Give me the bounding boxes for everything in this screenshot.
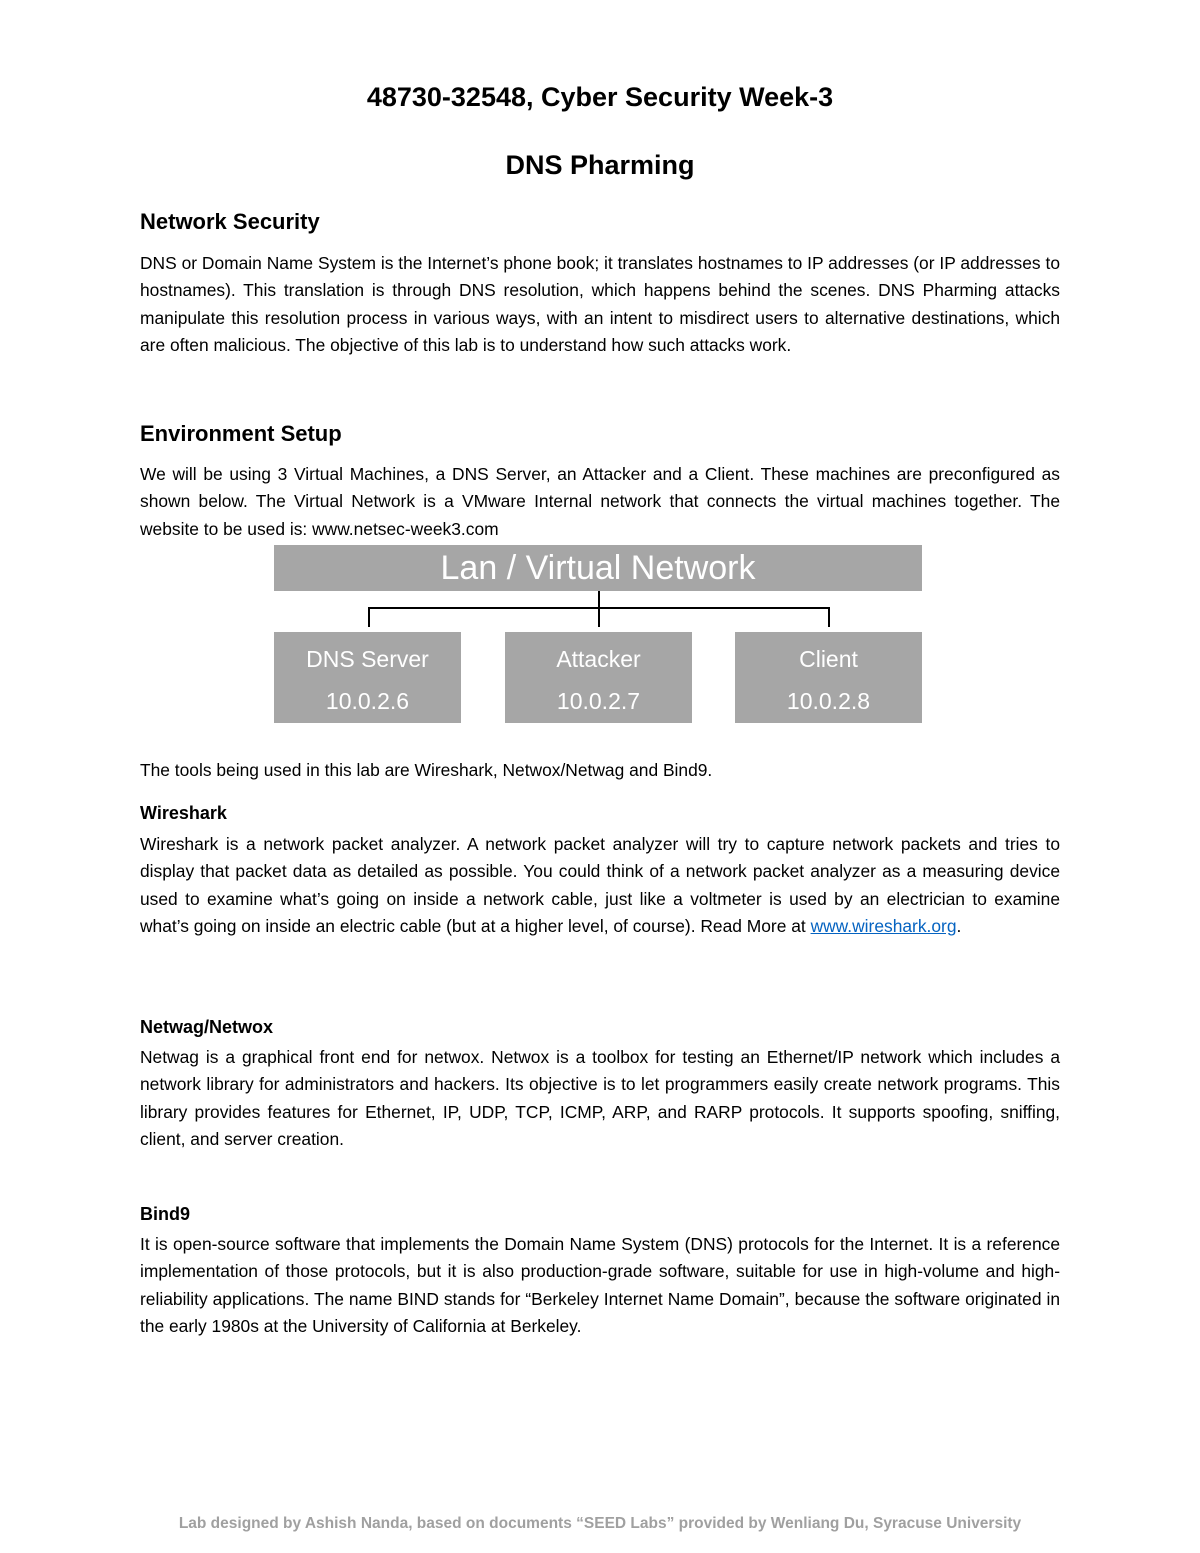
- network-diagram: [274, 545, 924, 727]
- wireshark-link[interactable]: www.wireshark.org: [810, 915, 957, 936]
- node-name: DNS Server: [306, 646, 429, 672]
- network-security-paragraph: DNS or Domain Name System is the Internet’s phone book; it translates hostnames to IP addresses (or IP addresses to hostnames). This translation is through DNS resolution, which happens behind the scenes. DNS Pharming attacks manipulate this resolution process in various ways, with an intent to misdirect users to alternative destinations, which are often malicious. The objective of this lab is to understand how such attacks work.: [140, 253, 1060, 355]
- diagram-connector-client: [828, 607, 830, 627]
- node-name: Client: [799, 646, 858, 672]
- document-subtitle: DNS Pharming: [505, 150, 695, 180]
- node-ip: 10.0.2.6: [325, 688, 410, 714]
- netwag-heading: Netwag/Netwox: [140, 1017, 274, 1037]
- node-ip: 10.0.2.8: [786, 688, 871, 714]
- diagram-connector-bus: [368, 607, 830, 609]
- wireshark-trailing: .: [956, 915, 962, 936]
- environment-setup-paragraph: We will be using 3 Virtual Machines, a DNS Server, an Attacker and a Client. These machines are preconfigured as shown below. The Virtual Network is a VMware Internal network that connects the virtual machines together. The website to be used is: www.netsec-week3.com: [140, 464, 1060, 539]
- wireshark-text: Wireshark is a network packet analyzer. A network packet analyzer will try to capture network packets and tries to display that packet data as detailed as possible. You could think of a network packet analyzer as a measuring device used to examine what’s going on inside a network cable, just like a voltmeter is used by an electrician to examine what’s going on inside an electric cable (but at a higher level, of course). Read More at: [140, 834, 1060, 936]
- client-node: [735, 632, 922, 723]
- diagram-connector-trunk: [598, 591, 600, 627]
- netwag-paragraph: Netwag is a graphical front end for netwox. Netwox is a toolbox for testing an Ethernet/IP network which includes a network library for administrators and hackers. Its objective is to let programmers easily create network programs. This library provides features for Ethernet, IP, UDP, TCP, ICMP, ARP, and RARP protocols. It supports spoofing, sniffing, client, and server creation.: [140, 1047, 1060, 1149]
- diagram-connector-dns: [368, 607, 370, 627]
- tools-intro: The tools being used in this lab are Wireshark, Netwox/Netwag and Bind9.: [140, 760, 713, 780]
- node-ip: 10.0.2.7: [556, 688, 641, 714]
- dns-server-node: [274, 632, 461, 723]
- environment-setup-heading: Environment Setup: [140, 421, 342, 446]
- bind9-heading: Bind9: [140, 1204, 191, 1224]
- document-title: 48730-32548, Cyber Security Week-3: [366, 82, 834, 112]
- attacker-node: [505, 632, 692, 723]
- network-security-heading: Network Security: [140, 209, 320, 234]
- wireshark-heading: Wireshark: [140, 803, 227, 823]
- wireshark-paragraph: [140, 831, 1060, 940]
- page-footer: Lab designed by Ashish Nanda, based on documents “SEED Labs” provided by Wenliang Du, Syracuse University: [178, 1515, 1022, 1532]
- bind9-paragraph: It is open-source software that implements the Domain Name System (DNS) protocols for the Internet. It is a reference implementation of those protocols, but it is also production-grade software, suitable for use in high-volume and high-reliability applications. The name BIND stands for “Berkeley Internet Name Domain”, because the software originated in the early 1980s at the University of California at Berkeley.: [140, 1234, 1060, 1336]
- node-name: Attacker: [556, 646, 641, 672]
- lan-network-bar: Lan / Virtual Network: [274, 545, 922, 591]
